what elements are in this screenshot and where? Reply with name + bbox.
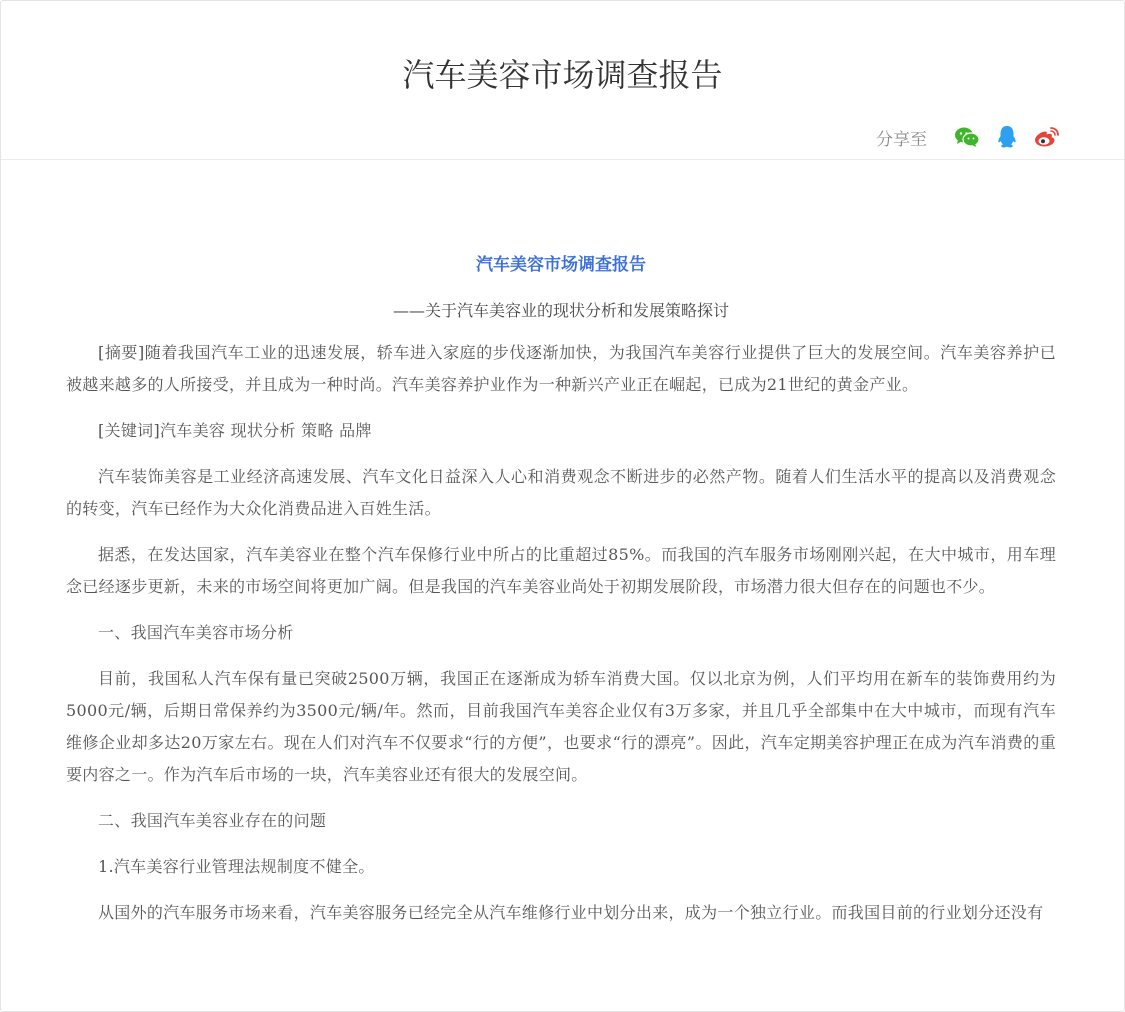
paragraph-abstract: [摘要]随着我国汽车工业的迅速发展，轿车进入家庭的步伐逐渐加快，为我国汽车美容行业提供了巨大的发展空间。汽车美容养护已被越来越多的人所接受，并且成为一种时尚。汽车美容养护业作为一种新兴产业正在崛起，已成为21世纪的黄金产业。 <box>66 343 1056 394</box>
paragraph: 目前，我国私人汽车保有量已突破2500万辆，我国正在逐渐成为轿车消费大国。仅以北京为例，人们平均用在新车的装饰费用约为5000元/辆，后期日常保养约为3500元/辆/年。然而，目前我国汽车美容企业仅有3万多家，并且几乎全部集中在大中城市，而现有汽车维修企业却多达20万家左右。现在人们对汽车不仅要求“行的方便”，也要求“行的漂亮”。因此，汽车定期美容护理正在成为汽车消费的重要内容之一。作为汽车后市场的一块，汽车美容业还有很大的发展空间。 <box>66 669 1056 784</box>
page-title: 汽车美容市场调查报告 <box>402 56 723 94</box>
share-bar <box>876 122 1061 152</box>
qq-icon[interactable] <box>993 123 1021 151</box>
article-subtitle: ——关于汽车美容业的现状分析和发展策略探讨 <box>392 301 729 320</box>
article-content <box>66 249 1056 943</box>
article-title: 汽车美容市场调查报告 <box>476 255 646 275</box>
weibo-icon[interactable] <box>1033 123 1061 151</box>
section-heading: 一、我国汽车美容市场分析 <box>98 623 294 642</box>
subsection-heading: 1.汽车美容行业管理法规制度不健全。 <box>98 857 375 876</box>
paragraph-keywords: [关键词]汽车美容 现状分析 策略 品牌 <box>98 421 372 440</box>
page-header <box>1 1 1124 160</box>
wechat-icon[interactable] <box>953 123 981 151</box>
section-heading: 二、我国汽车美容业存在的问题 <box>98 811 327 830</box>
paragraph: 汽车装饰美容是工业经济高速发展、汽车文化日益深入人心和消费观念不断进步的必然产物。随着人们生活水平的提高以及消费观念的转变，汽车已经作为大众化消费品进入百姓生活。 <box>66 467 1056 518</box>
paragraph: 据悉，在发达国家，汽车美容业在整个汽车保修行业中所占的比重超过85%。而我国的汽车服务市场刚刚兴起，在大中城市，用车理念已经逐步更新，未来的市场空间将更加广阔。但是我国的汽车美容业尚处于初期发展阶段，市场潜力很大但存在的问题也不少。 <box>66 545 1056 596</box>
share-label: 分享至 <box>876 129 927 150</box>
paragraph: 从国外的汽车服务市场来看，汽车美容服务已经完全从汽车维修行业中划分出来，成为一个独立行业。而我国目前的行业划分还没有 <box>98 903 1044 922</box>
